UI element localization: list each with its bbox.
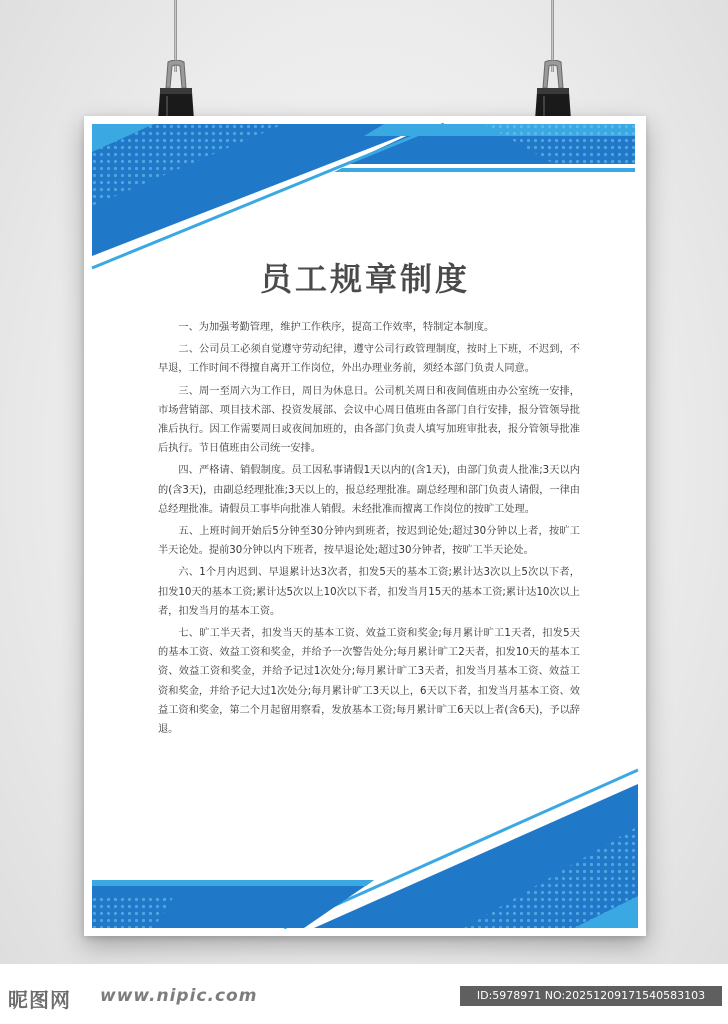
paragraph-2: 二、公司员工必须自觉遵守劳动纪律，遵守公司行政管理制度，按时上下班，不迟到，不早退，工作时间不得擅自离开工作岗位，外出办理业务前，须经本部门负责人同意。 [158,344,580,375]
paragraph-5: 五、上班时间开始后5分钟至30分钟内到班者，按迟到论处;超过30分钟以上者，按旷工半天论处。提前30分钟以内下班者，按早退论处;超过30分钟者，按旷工半天论处。 [158,526,580,557]
paragraph-3: 三、周一至周六为工作日，周日为休息日。公司机关周日和夜间值班由办公室统一安排，市场营销部、项目技术部、投资发展部、会议中心周日值班由各部门自行安排，报分管领导批准后执行。因工作需要周日或夜间加班的，由各部门负责人填写加班审批表，报分管领导批准后执行。节日值班由公司统一安排。 [158,385,580,455]
image-id-badge: ID:5978971 NO:20251209171540583103 [460,986,722,1006]
paragraph-4: 四、严格请、销假制度。员工因私事请假1天以内的(含1天)，由部门负责人批准;3天以内的(含3天)，由副总经理批准;3天以上的，报总经理批准。副总经理和部门负责人请假，一律由总经理批准。请假员工事毕向批准人销假。未经批准而擅离工作岗位的按旷工处理。 [158,465,580,515]
watermark-bar [0,964,728,1024]
paragraph-6: 六、1个月内迟到、早退累计达3次者，扣发5天的基本工资;累计达3次以上5次以下者，扣发10天的基本工资;累计达5次以上10次以下者，扣发当月15天的基本工资;累计达10次以上者，扣发当月的基本工资。 [158,567,580,617]
binder-clip-right-icon [533,60,573,122]
nipic-site-url[interactable]: www.nipic.com [100,986,258,1006]
bottom-blue-decoration [84,756,646,936]
binder-clip-left-icon [156,60,196,122]
document-body [158,318,580,742]
paragraph-1: 一、为加强考勤管理，维护工作秩序，提高工作效率，特制定本制度。 [178,322,495,333]
paragraph-7: 七、旷工半天者，扣发当天的基本工资、效益工资和奖金;每月累计旷工1天者，扣发5天的基本工资、效益工资和奖金，并给予一次警告处分;每月累计旷工2天者，扣发10天的基本工资、效益工资和奖金，并给予记过1次处分;每月累计旷工3天者，扣发当月基本工资、效益工资和奖金，并给予记大过1次处分;每月累计旷工3天以上，6天以下者，扣发当月基本工资、效益工资和奖金，第二个月起留用察看，发放基本工资;每月累计旷工6天以上者(含6天)，予以辞退。 [158,628,580,736]
document-title: 员工规章制度 [259,260,470,298]
nipic-logo: 昵图网 [8,988,71,1012]
poster [84,116,646,936]
